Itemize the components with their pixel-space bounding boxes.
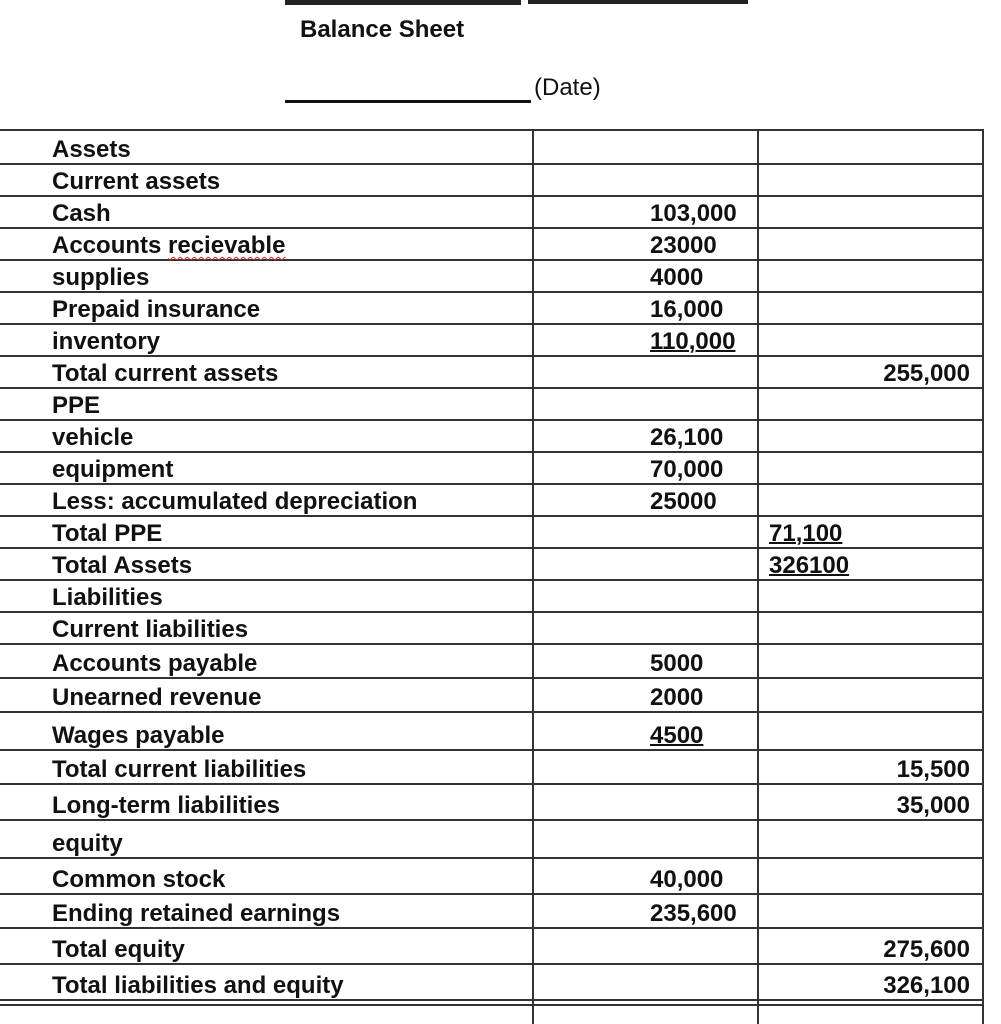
date-placeholder: (Date)	[534, 74, 601, 101]
amount-col3: 35,000	[896, 792, 970, 819]
row-label: equity	[52, 830, 123, 857]
row-label: vehicle	[52, 424, 134, 451]
table-rule	[0, 419, 984, 421]
amount-col2: 4000	[650, 264, 704, 291]
row-label: Accounts payable	[52, 650, 258, 677]
row-label: Assets	[52, 136, 131, 163]
row-label: Common stock	[52, 866, 226, 893]
row-label: Unearned revenue	[52, 684, 262, 711]
amount-col3: 326100	[769, 552, 850, 579]
row-label: Ending retained earnings	[52, 900, 341, 927]
row-label	[52, 232, 285, 260]
amount-col2: 40,000	[650, 866, 724, 893]
amount-col3: 255,000	[883, 360, 970, 387]
row-label: Total equity	[52, 936, 185, 963]
table-rule	[0, 129, 984, 131]
spelling-flagged-word[interactable]: recievable	[168, 232, 286, 259]
date-blank-line	[285, 100, 531, 103]
company-name-blank-right	[528, 0, 748, 4]
amount-col2: 16,000	[650, 296, 724, 323]
table-border-col3-left	[757, 129, 759, 1024]
amount-col2: 4500	[650, 722, 704, 749]
amount-col2: 110,000	[650, 328, 736, 355]
table-rule	[0, 1004, 984, 1006]
row-label: PPE	[52, 392, 101, 419]
table-border-col2-left	[532, 129, 534, 1024]
row-label: Total Assets	[52, 552, 193, 579]
row-label: Wages payable	[52, 722, 225, 749]
row-label: equipment	[52, 456, 174, 483]
amount-col3: 15,500	[896, 756, 970, 783]
amount-col2: 2000	[650, 684, 704, 711]
table-rule	[0, 451, 984, 453]
row-label: Prepaid insurance	[52, 296, 261, 323]
row-label: Less: accumulated depreciation	[52, 488, 418, 515]
amount-col3: 71,100	[769, 520, 843, 547]
row-label: Cash	[52, 200, 111, 227]
row-label: Total PPE	[52, 520, 163, 547]
table-rule	[0, 227, 984, 229]
row-label: Long-term liabilities	[52, 792, 281, 819]
row-label: Total current liabilities	[52, 756, 307, 783]
row-label: Current assets	[52, 168, 221, 195]
amount-col3: 275,600	[883, 936, 970, 963]
page-title: Balance Sheet	[300, 16, 465, 43]
amount-col2: 25000	[650, 488, 717, 515]
row-label-text: Accounts	[52, 232, 169, 259]
row-label: Total liabilities and equity	[52, 972, 344, 999]
amount-col2: 70,000	[650, 456, 724, 483]
row-label: Liabilities	[52, 584, 163, 611]
table-rule	[0, 857, 984, 859]
amount-col2: 235,600	[650, 900, 737, 927]
row-label: Total current assets	[52, 360, 279, 387]
row-label: supplies	[52, 264, 150, 291]
amount-col2: 103,000	[650, 200, 737, 227]
table-border-right	[982, 129, 984, 1024]
amount-col3: 326,100	[883, 972, 970, 999]
row-label: inventory	[52, 328, 161, 355]
row-label: Current liabilities	[52, 616, 249, 643]
company-name-blank	[285, 0, 521, 5]
table-rule	[0, 163, 984, 165]
amount-col2: 26,100	[650, 424, 724, 451]
amount-col2: 23000	[650, 232, 717, 259]
amount-col2: 5000	[650, 650, 704, 677]
